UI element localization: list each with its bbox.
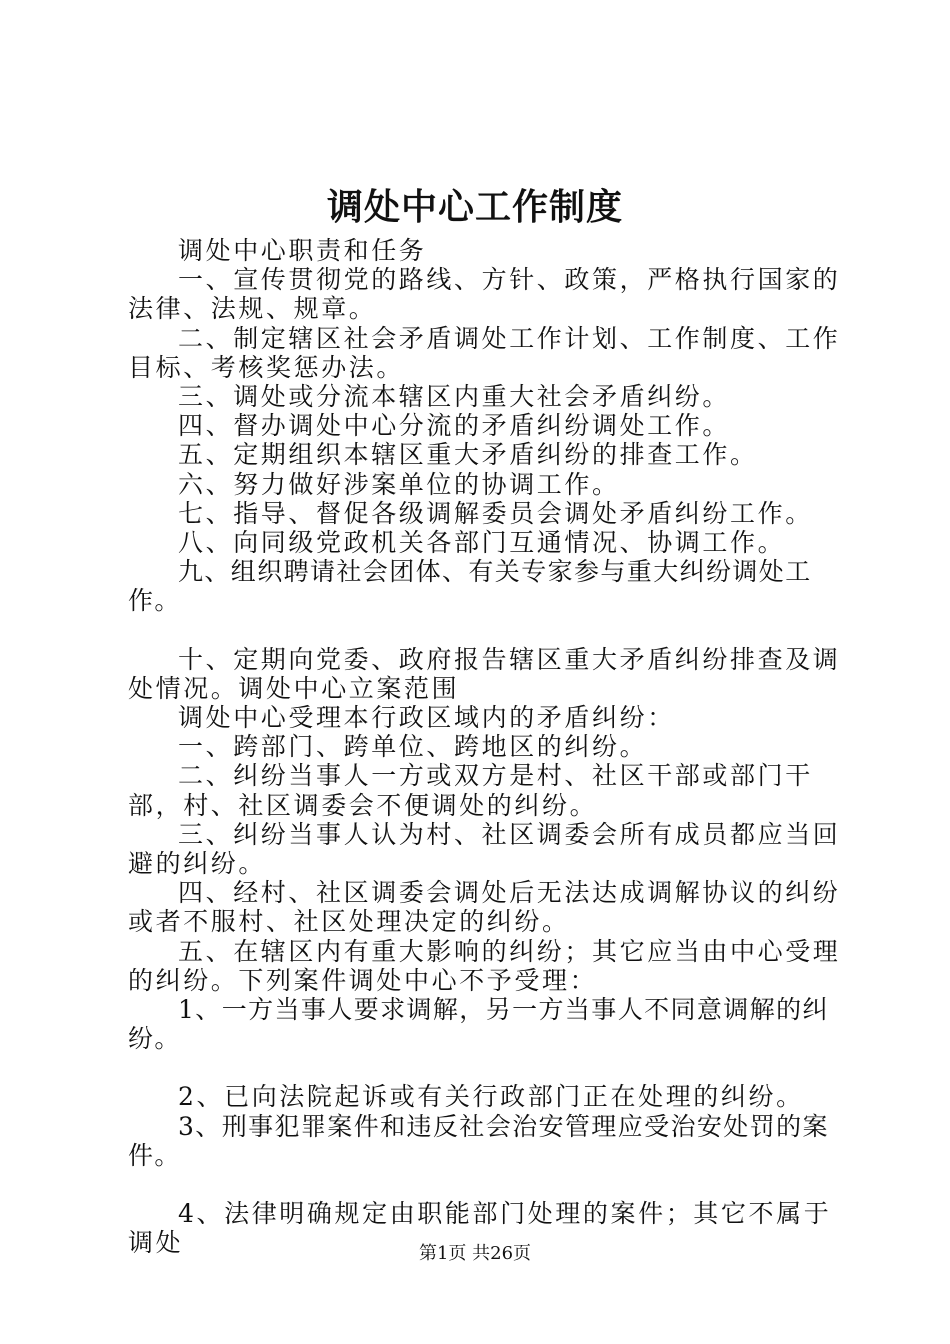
- paragraph-scope-1: 一、跨部门、跨单位、跨地区的纠纷。: [178, 732, 648, 762]
- paragraph-duty-4: 四、督办调处中心分流的矛盾纠纷调处工作。: [178, 411, 731, 441]
- paragraph-spacer: [128, 1170, 848, 1199]
- paragraph-exclusion-1: 1、一方当事人要求调解，另一方当事人不同意调解的纠纷。: [128, 995, 829, 1054]
- paragraph-scope-2: 二、纠纷当事人一方或双方是村、社区干部或部门干部，村、社区调委会不便调处的纠纷。: [128, 761, 813, 820]
- section-heading-duties: 调处中心职责和任务: [178, 236, 427, 265]
- paragraph-exclusion-2: 2、已向法院起诉或有关行政部门正在处理的纠纷。: [178, 1082, 804, 1112]
- paragraph-duty-2: 二、制定辖区社会矛盾调处工作计划、工作制度、工作目标、考核奖惩办法。: [128, 323, 841, 382]
- paragraph-exclusion-3: 3、刑事犯罪案件和违反社会治安管理应受治安处罚的案件。: [128, 1111, 829, 1170]
- paragraph-duty-10: 十、定期向党委、政府报告辖区重大矛盾纠纷排查及调处情况。调处中心立案范围: [128, 644, 841, 703]
- paragraph-scope-5: 五、在辖区内有重大影响的纠纷；其它应当由中心受理的纠纷。下列案件调处中心不予受理：: [128, 936, 841, 995]
- document-title: 调处中心工作制度: [326, 186, 623, 228]
- paragraph-duty-7: 七、指导、督促各级调解委员会调处矛盾纠纷工作。: [178, 498, 813, 528]
- paragraph-scope-intro: 调处中心受理本行政区域内的矛盾纠纷：: [178, 703, 675, 733]
- paragraph-duty-8: 八、向同级党政机关各部门互通情况、协调工作。: [178, 528, 786, 558]
- paragraph-spacer: [128, 1053, 848, 1082]
- paragraph-duty-3: 三、调处或分流本辖区内重大社会矛盾纠纷。: [178, 382, 731, 412]
- paragraph-duty-9: 九、组织聘请社会团体、有关专家参与重大纠纷调处工作。: [128, 557, 812, 616]
- paragraph-duty-1: 一、宣传贯彻党的路线、方针、政策，严格执行国家的法律、法规、规章。: [128, 265, 841, 324]
- paragraph-spacer: [128, 616, 848, 645]
- paragraph-duty-6: 六、努力做好涉案单位的协调工作。: [178, 469, 620, 499]
- document-body: [128, 236, 848, 1258]
- paragraph-duty-5: 五、定期组织本辖区重大矛盾纠纷的排查工作。: [178, 440, 758, 470]
- page-indicator: 第1页 共26页: [418, 1243, 532, 1264]
- paragraph-scope-4: 四、经村、社区调委会调处后无法达成调解协议的纠纷或者不服村、社区处理决定的纠纷。: [128, 878, 841, 937]
- paragraph-exclusion-4: 4、法律明确规定由职能部门处理的案件；其它不属于调处: [128, 1199, 832, 1258]
- paragraph-scope-3: 三、纠纷当事人认为村、社区调委会所有成员都应当回避的纠纷。: [128, 819, 841, 879]
